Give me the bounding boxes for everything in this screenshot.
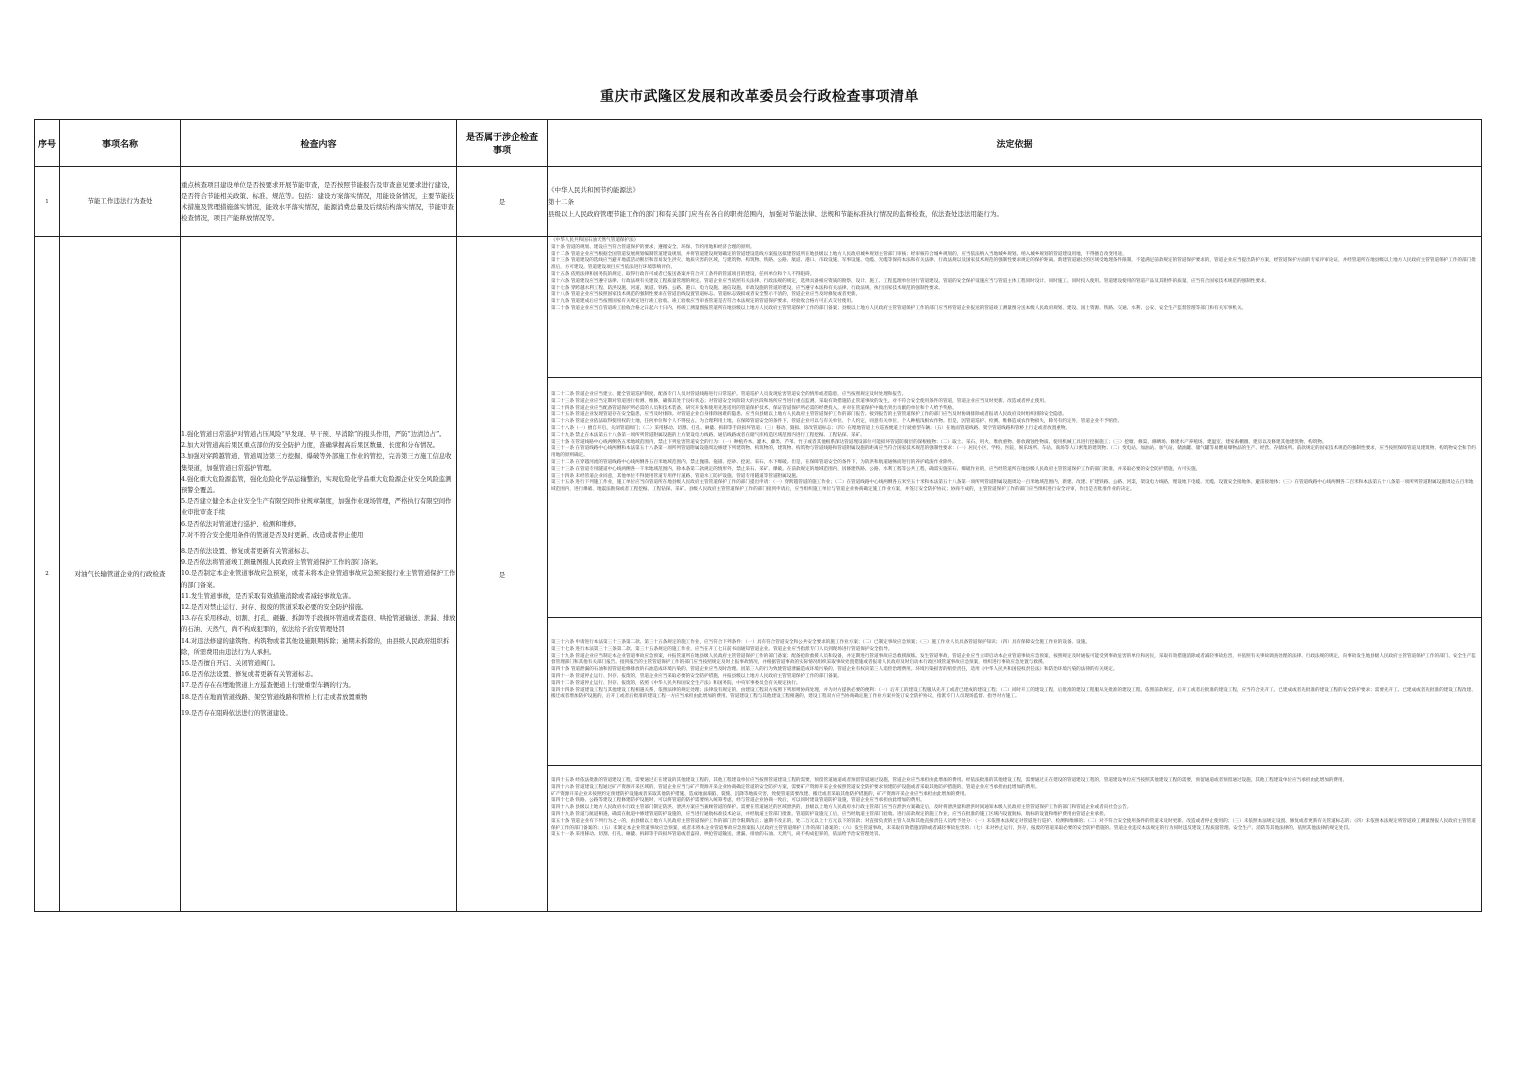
table-row <box>35 237 1482 912</box>
check-item: 6.是否依法对管道进行巡护、检测和维修。 <box>181 520 301 528</box>
legal-basis <box>548 167 1482 237</box>
header-flag: 是否属于涉企检查事项 <box>457 120 548 167</box>
basis-line: 第三十九条 管道企业应当制定本企业管道事故应急预案，并报管道所在地县级人民政府主管管道保护工作的部门备案；配备抢险救援人员和设备，并定期进行管道事故应急救援演练。发生管道事故，管道企业应当立即启动本企业管道事故应急预案，按照规定及时通报可能受到事故危害的单位和居民，采取有效措施消除或者减轻事故危害，并依照有关事故调查处理的法律、行政法规的规定，向事故发生地县级人民政府主管管道保护工作的部门、安全生产监督管理部门和其他有关部门报告。接到报告的主管管道保护工作的部门应当按照规定及时上报事故情况，并根据管道事故的实际情况组织采取事故处置措施或者报请人民政府及时启动本行政区域管道事故应急预案，组织进行事故应急处置与救援。 <box>551 653 1476 666</box>
basis-line: 第二十九条 禁止在本法第五十八条第一项所列管道附属设施的上方架设电力线路、通信线路或者在储气库构造区域范围内进行工程挖掘、工程钻探、采矿。 <box>551 432 865 438</box>
basis-line: 第十八条 管道企业应当按照国家技术规范的强制性要求在管道沿线设置管道标志。管道标志毁损或者安全警示不清的，管道企业应当及时修复或者更新。 <box>551 292 861 298</box>
header-name: 事项名称 <box>60 120 181 167</box>
basis-line: 第十条 管道的规划、建设应当符合管道保护的要求，遵循安全、环保、节约用地和经济合理的原则。 <box>551 244 755 250</box>
basis-line: 第四十一条 管道停止运行、封存、报废的，管道企业应当采取必要的安全防护措施，并报县级以上地方人民政府主管管道保护工作的部门备案。 <box>551 673 842 679</box>
check-item: 9.是否依法将管道竣工测量图报人民政府主管管道保护工作的部门备案。 <box>181 559 383 567</box>
basis-line: 第四十二条 管道停止运行、封存、报废的，依照《中华人民共和国安全生产法》和国务院、中央军事委员会有关规定执行。 <box>551 680 801 686</box>
item-name: 节能工作违法行为查处 <box>60 167 181 237</box>
basis-line: 第四十五条 经依法批准的管道建设工程，需要通过正在建设的其他建设工程的，其他工程建设单位应当按照管道建设工程的需要，预留管道通道或者预留管道通过设施，管道企业应当承担由此增加的费用。经依法批准的其他建设工程，需要通过正在建设的管道建设工程的，管道建设单位应当按照其他建设工程的需要，预留通道或者预留通过设施，其他工程建设单位应当承担由此增加的费用。 <box>551 778 1348 783</box>
basis-line: 《中华人民共和国节约能源法》 <box>548 185 639 194</box>
check-item: 18.是否在地面管道线路、架空管道线路和管桥上行走或者放置重物 <box>181 693 368 701</box>
check-item: 8.是否依法设置、修复或者更新有关管道标志。 <box>181 547 313 555</box>
basis-line: 第三十一条 在管道线路中心线两侧和本法第五十八条第一项所列管道附属设施周边修建下列建筑物、构筑物的，建筑物、构筑物与管道线路和管道附属设施的距离应当符合国家技术规范的强制性要求：（一）居民小区、学校、医院、娱乐场所、车站、商场等人口密集的建筑物；（二）变电站、加油站、加气站、储油罐、储气罐等易燃易爆物品的生产、经营、存储场所。前款规定的国家技术规范的强制性要求，应当按照保障管道及建筑物、构筑物安全和节约用地的原则确定。 <box>551 446 1476 459</box>
check-content <box>181 237 457 912</box>
inspection-table <box>34 119 1482 912</box>
basis-line: 第三十三条 在管道专用隧道中心线两侧各一千米地域范围内，除本条第二款规定的情形外，禁止采石、采矿、爆破。在前款规定的地域范围内，因修建铁路、公路、水利工程等公共工程，确需实施采石、爆破作业的，应当经管道所在地县级人民政府主管管道保护工作的部门批准，并采取必要的安全防护措施，方可实施。 <box>551 466 1201 472</box>
check-item: 10.是否制定本企业管道事故应急预案，或者未将本企业管道事故应急预案报行业主管管道保护工作的部门备案。 <box>181 570 456 589</box>
basis-line: 第二十条 管道企业应当自管道竣工验收合格之日起六十日内，将竣工测量图报管道所在地县级以上地方人民政府主管管道保护工作的部门备案；县级以上地方人民政府主管管道保护工作的部门应当将管道企业报送的管道竣工测量图分送本级人民政府规划、建设、国土资源、铁路、交通、水利、公安、安全生产监督管理等部门和有关军事机关。 <box>551 305 1247 311</box>
header-content: 检查内容 <box>181 120 457 167</box>
basis-line: 第十五条 依照法律和国务院的规定，取得行政许可或者已报送备案并符合开工条件的管道项目的建设，任何单位和个人不得阻碍。 <box>551 271 815 277</box>
check-item: 19.是否存在阻碍依法进行的管道建设。 <box>181 709 292 717</box>
basis-line: 第十二条 <box>548 197 574 206</box>
check-item: 15.是否擅自开启、关闭管道阀门。 <box>181 660 280 668</box>
basis-block <box>548 377 1481 617</box>
basis-line: 第三十条 在管道线路中心线两侧各五米地域范围内，禁止下列危害管道安全的行为：（一）种植乔木、灌木、藤类、芦苇、竹子或者其他根系深达管道埋设部位可能损坏管道防腐层的深根植物；（二）取土、采石、用火、堆放重物、排放腐蚀性物质、使用机械工具进行挖掘施工；（三）挖塘、修渠、修晒场、修建水产养殖场、建温室、建家畜棚圈、建房以及修建其他建筑物、构筑物。 <box>551 439 1327 445</box>
basis-line: 第三十五条 进行下列施工作业，施工单位应当向管道所在地县级人民政府主管管道保护工作的部门提出申请：（一）穿跨越管道的施工作业；（二）在管道线路中心线两侧各五米至五十米和本法第五十八条第一项所列管道附属设施周边一百米地域范围内，新建、改建、扩建铁路、公路、河渠，架设电力线路，埋设地下电缆、光缆，设置安全接地体、避雷接地体；（三）在管道线路中心线两侧各二百米和本法第五十八条第一项所列管道附属设施周边五百米地域范围内，进行爆破、地震法勘探或者工程挖掘、工程钻探、采矿。县级人民政府主管管道保护工作的部门接到申请后，应当组织施工单位与管道企业协商确定施工作业方案，并签订安全防护协议；协商不成的，主管管道保护工作的部门应当组织进行安全评审，作出是否批准作业的决定。 <box>551 480 1474 493</box>
basis-line: 第二十五条 管道企业发现管道存在安全隐患，应当及时排除。对管道企业自身排除困难的隐患，应当向县级以上地方人民政府主管管道保护工作的部门报告。接到报告的主管管道保护工作的部门应当及时协调排除或者报请人民政府及时组织排除安全隐患。 <box>551 412 1067 418</box>
header-no: 序号 <box>35 120 60 167</box>
basis-block <box>548 617 1481 765</box>
check-item: 16.是否依法设置、修复或者更新有关管道标志。 <box>181 671 317 679</box>
basis-line: 第四十八条 县级以上地方人民政府水行政主管部门制定防洪、泄洪方案应当兼顾管道的保护。需要在管道通过的区域泄洪的，县级以上地方人民政府水行政主管部门应当在泄洪方案确定后，及时将泄洪量和泄洪时间通知本级人民政府主管管道保护工作的部门和管道企业或者向社会公告。 <box>551 805 1132 811</box>
header-basis: 法定依据 <box>548 120 1482 167</box>
check-content-list <box>181 429 456 719</box>
page-title: 重庆市武隆区发展和改革委员会行政检查事项清单 <box>600 89 919 105</box>
basis-line: 《中华人民共和国石油天然气管道保护法》 <box>551 238 639 243</box>
basis-line: 第三十四条 未经管道企业同意，其他单位不得使用管道专用伴行道路、管道水工防护设施、管道专用隧道等管道附属设施。 <box>551 473 801 479</box>
basis-line: 第十九条 管道建成后应当按照国家有关规定进行竣工验收。竣工验收应当审查管道是否符合本法规定的管道保护要求，经验收合格方可正式交付使用。 <box>551 299 856 305</box>
row-number: 1 <box>35 167 60 237</box>
item-name: 对油气长输管道企业的行政检查 <box>60 237 181 912</box>
check-item: 2.加大对管道高后果区重点部位的安全防护力度，准确掌握高后果区数量、长度和分布情况。 <box>181 442 439 450</box>
check-item: 4.强化重大危险源监管，强化危险化学品运输整治，实现危险化学品重大危险源企业安全风险监测预警全覆盖。 <box>181 475 452 494</box>
check-item: 7.对不符合安全使用条件的管道是否及时更新、改造或者停止使用 <box>181 531 364 539</box>
basis-line: 第二十二条 管道企业应当建立、健全管道巡护制度，配备专门人员对管道线路进行日常巡护。管道巡护人员发现危害管道安全的情形或者隐患，应当按照规定及时处理和报告。 <box>551 392 907 397</box>
row-number: 2 <box>35 237 60 912</box>
basis-line: 矿产资源开采企业未按照约定预建防护设施或者采取其他防护措施，造成地面塌陷、裂缝、沉降等地质灾害，致使管道需要改建、搬迁或者采取其他防护措施的，矿产资源开采企业应当承担由此增加的费用。 <box>551 791 970 797</box>
basis-line: 第十二条 管道企业应当根据全国管道发展规划编制管道建设规划，并将管道建设规划确定的管道建设选线方案报送拟建管道所在地县级以上地方人民政府城乡规划主管部门审核；经审核符合城乡规划的，应当依法纳入当地城乡规划。纳入城乡规划的管道建设用地，不得擅自改变用途。 <box>551 251 1127 257</box>
check-item: 5.是否建立健全本企业安全生产有限空间作业规章制度，加强作业现场管理，严格执行有限空间作业审批审查手续 <box>181 498 452 517</box>
basis-line: 县级以上人民政府管理节能工作的部门和有关部门应当在各自的职责范围内，加强对节能法律、法规和节能标准执行情况的监督检查，依法查处违法用能行为。 <box>548 209 1003 218</box>
basis-line: 第二十三条 管道企业应当定期对管道进行检测、维修，确保其处于良好状态；对管道安全风险较大的区段和场所应当进行重点监测，采取有效措施防止管道事故的发生。对不符合安全使用条件的管道，管道企业应当及时更新、改造或者停止使用。 <box>551 398 1049 404</box>
basis-line: 第三十六条 申请进行本法第三十三条第二款、第三十五条规定的施工作业，应当符合下列条件：（一）具有符合管道安全和公共安全要求的施工作业方案；（二）已制定事故应急预案；（三）施工作业人员具备管道保护知识；（四）具有保障安全施工作业的设备、设施。 <box>551 640 1090 645</box>
basis-line: 第四十六条 管道建设工程通过矿产资源开采区域的，管道企业应当与矿产资源开采企业协商确定管道的安全防护方案，需要矿产资源开采企业按照管道安全防护要求预建防护设施或者采取其他防护措施的，管道企业应当承担由此增加的费用。 <box>551 784 1040 790</box>
basis-line: 第十七条 穿跨越水利工程、防洪设施、河道、航道、铁路、公路、港口、电力设施、通信设施、市政设施的管道的建设，应当遵守本法和有关法律、行政法规，执行国家技术规范的强制性要求。 <box>551 285 943 291</box>
check-item: 13.存在采用移动、切割、打孔、砸撬、拆卸等手段损坏管道或者盗窃、哄抢管道输送、泄漏、排放的石油、天然气，尚不构成犯罪的，依法给予治安管理处罚 <box>181 615 456 634</box>
table-header-row <box>35 120 1482 167</box>
basis-line: 第四十四条 管道建设工程与其他建设工程相遇关系，依照法律的规定处理；法律没有规定的，由建设工程双方按照下列原则协商处理，并为对方提供必要的便利：（一）后开工的建设工程服从先开工或者已建成的建设工程；（二）同时开工的建设工程，后批准的建设工程服从先批准的建设工程。依照前款规定，后开工或者后批准的建设工程，应当符合先开工、已建成或者先批准的建设工程的安全防护要求；需要先开工、已建成或者先批准的建设工程改建、搬迁或者增加防护设施的，后开工或者后批准的建设工程一方应当承担由此增加的费用。管道建设工程与其他建设工程相遇的，建设工程双方应当协商确定施工作业方案并签订安全防护协议，指派专门人员现场监督、指导对方施工。 <box>551 687 1476 700</box>
basis-line: 第二十六条 管道企业依法取得使用权的土地，任何单位和个人不得侵占。为合理利用土地，在保障管道安全的条件下，管道企业可以与有关单位、个人约定，同意有关单位、个人种植浅根农作物。但是，因管道巡护、检测、维修造成农作物损失，除另有约定外，管道企业不予赔偿。 <box>551 419 1123 425</box>
basis-line: 第二十四条 管道企业应当配备管道保护所必需的人员和技术装备，研究开发和使用先进适用的管道保护技术，保证管道保护所必需的经费投入，并对在管道保护中做出突出贡献的单位和个人给予奖励。 <box>551 405 957 411</box>
basis-line: 第四十九条 管道与航道相遇，确需在航道中修建管道防护设施的，应当进行通航标准技术论证，并经航道主管部门批准。管道防护设施完工后，应当经航道主管部门验收。进行前款规定的施工作业，应当在批准的施工区域内设置航标，航标的设置和维护费用由管道企业承担。 <box>551 811 1109 817</box>
basis-line: 第五十一条 采用移动、切割、打孔、砸撬、拆卸等手段损坏管道或者盗窃、哄抢管道输送、泄漏、排放的石油、天然气，尚不构成犯罪的，依法给予治安管理处罚。 <box>551 832 884 838</box>
check-item: 1.强化管道日常巡护对管道占压风险“早发现、早干预、早消除”的报头作用，严防“边清边占”。 <box>181 430 446 438</box>
basis-line: 第四十七条 铁路、公路等建设工程修建防护设施时，可以将管道的防护需要纳入统筹考虑，经与管道企业协商一致后，可以同时建设管道防护设施，管道企业应当承担由此增加的费用。 <box>551 798 925 804</box>
check-content: 重点核查项目建设单位是否按要求开展节能审查，是否按照节能报告及审查意见要求进行建设，是否符合节能相关政策、标准、规范等。包括：建设方案落实情况，用能设备情况，主要节能技术措施及管理措施落实情况，能效水平落实情况，能源消费总量及后续结构落实情况，节能审查检查情况，项目产能释放情况等。 <box>181 167 457 237</box>
check-item: 11.发生管道事故，是否采取有效措施消除或者减轻事故危害。 <box>181 592 355 600</box>
basis-block <box>548 237 1481 377</box>
check-item: 12.是否对禁止运行、封存、报废的管道采取必要的安全防护措施。 <box>181 604 368 611</box>
check-item: 17.是否存在在埋地管道上方巡查便道上行驶重型车辆的行为。 <box>181 682 355 690</box>
basis-line: 第三十二条 在穿越河流的管道线路中心线两侧各五百米地域范围内，禁止抛锚、拖锚、挖砂、挖泥、采石、水下爆破。但是，在保障管道安全的条件下，为防洪和航道通畅而进行的养护疏浚作业除外。 <box>551 459 957 465</box>
basis-line: 第二十八条（一）擅自开启、关闭管道阀门；（二）采用移动、切割、打孔、砸撬、拆卸等手段损坏管道；（三）移动、毁损、涂改管道标志；（四）在埋地管道上方巡查便道上行驶重型车辆；（五）在地面管道线路、架空管道线路和管桥上行走或者放置重物。 <box>551 425 1071 431</box>
basis-line: 第四十条 管道泄漏的石油和因管道抢修排放的石油造成环境污染的，管道企业应当及时治理。因第三人的行为致使管道泄漏造成环境污染的，管道企业有权向第三人追偿治理费用。环境污染损害的赔偿责任，适用《中华人民共和国侵权责任法》和防治环境污染的法律的有关规定。 <box>551 667 1118 673</box>
basis-line: 第十六条 管道建设应当遵守法律、行政法规有关建设工程质量管理的规定。管道企业应当依照有关法律、行政法规的规定，选择具备相应资质的勘察、设计、施工、工程监理单位进行管道建设。管道的安全保护设施应当与管道主体工程同时设计、同时施工、同时投入使用。管道建设使用的管道产品及其附件的质量，应当符合国家技术规范的强制性要求。 <box>551 278 1270 284</box>
enterprise-flag: 是 <box>457 167 548 237</box>
enterprise-flag: 是 <box>457 237 548 912</box>
basis-block <box>548 765 1481 911</box>
basis-line: 第五十条 管道企业有下列行为之一的，由县级以上地方人民政府主管管道保护工作的部门责令限期改正；逾期不改正的，处二万元以上十万元以下的罚款；对直接负责的主管人员和其他直接责任人员给予处分：（一）未依照本法规定对管道进行巡护、检测和维修的；（二）对不符合安全使用条件的管道未及时更新、改造或者停止使用的；（三）未依照本法规定设置、修复或者更新有关管道标志的；（四）未依照本法规定将管道竣工测量图报人民政府主管管道保护工作的部门备案的；（五）未制定本企业管道事故应急预案，或者未将本企业管道事故应急预案报人民政府主管管道保护工作的部门备案的；（六）发生管道事故，未采取有效措施消除或者减轻事故危害的；（七）未对停止运行、封存、报废的管道采取必要的安全防护措施的。管道企业违反本法规定的行为同时违反建设工程质量管理、安全生产、消防等其他法律的，依照其他法律的规定处罚。 <box>551 818 1476 831</box>
basis-line: 第三十七条 进行本法第三十三条第二款、第三十五条规定的施工作业，应当在开工七日前书面通知管道企业。管道企业应当指派专门人员到现场进行管道保护安全指导。 <box>551 646 893 652</box>
check-item: 3.加强对穿跨越管道、管道周边第三方挖掘、爆破等外部施工作业的管控，完善第三方施工信息收集渠道，加强管道日常巡护管理。 <box>181 453 452 472</box>
basis-line: 第十三条 管道建设的选线应当避开地震活动断层和容易发生洪灾、地质灾害的区域，与建筑物、构筑物、铁路、公路、航道、港口、市政设施、军事设施、电缆、光缆等保持本法和有关法律、行政法规以及国家技术规范的强制性要求规定的保护距离。新建管道通过的区域受地理条件限制，不能满足前款规定的管道保护要求的，管道企业应当提出防护方案，经管道保护方面的专家评审论证，并经管道所在地县级以上地方人民政府主管管道保护工作的部门批准后，方可建设。管道建设项目应当依法进行环境影响评价。 <box>551 258 1476 271</box>
table-row <box>35 167 1482 237</box>
check-item: 14.对违法修建的建筑物、构筑物或者其他设施限期拆除；逾期未拆除的，由县级人民政府组织拆除，所需费用由违法行为人承担。 <box>181 637 450 656</box>
legal-basis <box>548 237 1482 912</box>
